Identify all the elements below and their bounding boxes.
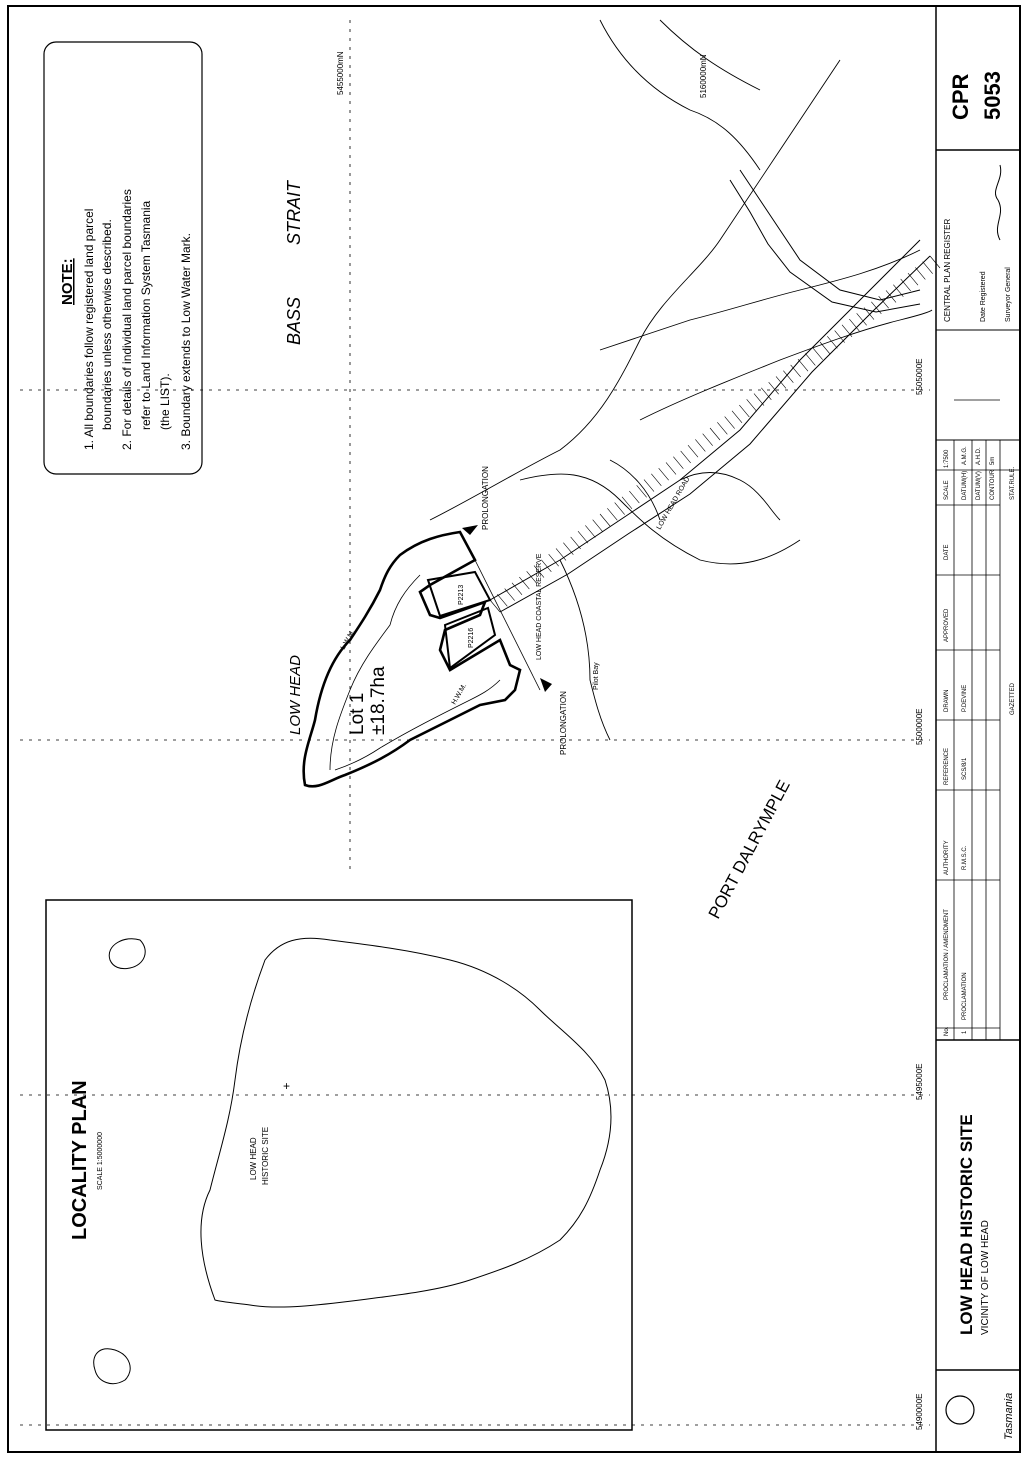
road-hatch-ticks — [490, 256, 940, 612]
table-header: PROCLAMATION / AMENDMENT — [944, 909, 950, 1000]
grid-label-east: 5495000E — [915, 1063, 924, 1100]
road-hatch-tick — [673, 457, 683, 469]
prolongation-line — [475, 560, 540, 690]
road-hatch-tick — [556, 548, 566, 560]
road-hatch-tick — [571, 537, 581, 549]
note-line: 1. All boundaries follow registered land parcel — [82, 208, 96, 450]
grid-lines — [20, 20, 930, 1425]
stat-rule: STAT.RULE. — [1010, 466, 1016, 500]
grid-label-north: 5160000mN — [699, 54, 708, 98]
table-header: No. — [944, 1026, 950, 1036]
island-outline — [109, 939, 145, 969]
gazetted: GAZETTED — [1010, 682, 1016, 715]
plan-title: LOW HEAD HISTORIC SITE — [957, 1114, 976, 1335]
register-heading: CENTRAL PLAN REGISTER — [943, 218, 952, 322]
grid-label-east: 5500000E — [915, 708, 924, 745]
sea-label-bass: BASS — [284, 296, 304, 345]
parcel-label: P2216 — [468, 627, 475, 648]
road-hatch-tick — [732, 411, 742, 423]
tasmania-outline — [201, 938, 611, 1307]
date-registered-label: Date Registered — [980, 271, 987, 322]
surveyor-general-label: Surveyor General — [1005, 267, 1012, 322]
datum-v-value: A.H.D. — [976, 447, 982, 465]
contour-value: 5m — [990, 456, 996, 465]
grid-label-north: 5455000mN — [336, 51, 345, 95]
prolongation-label: PROLONGATION — [481, 466, 490, 530]
signature — [995, 165, 1000, 240]
lot-area: ±18.7ha — [368, 666, 389, 735]
road-hatch-tick — [747, 399, 757, 411]
locality-site-label: HISTORIC SITE — [261, 1126, 270, 1185]
scale-value: 1:7500 — [944, 449, 950, 468]
lot-name: Lot 1 — [347, 692, 368, 735]
road-hatch-tick — [593, 520, 603, 532]
road-hatch-tick — [666, 462, 676, 474]
road-hatch-tick — [798, 359, 808, 371]
road-hatch-tick — [505, 589, 515, 601]
road-hatch-tick — [563, 543, 573, 555]
road-hatch-tick — [842, 325, 852, 337]
row-reference: SCS/8/1 — [962, 757, 968, 780]
table-header: AUTHORITY — [944, 840, 950, 875]
row-authority: R.M.S.C. — [962, 845, 968, 870]
road-hatch-tick — [490, 600, 500, 612]
road-hatch-tick — [725, 417, 735, 429]
row-no: 1 — [962, 1030, 968, 1034]
lot-boundary — [304, 532, 520, 786]
road-hatch-tick — [754, 394, 764, 406]
road-hatch-tick — [549, 554, 559, 566]
road-hatch-tick — [585, 525, 595, 537]
plan-subtitle: VICINITY OF LOW HEAD — [980, 1220, 991, 1335]
road-hatch-tick — [651, 474, 661, 486]
coastal-reserve-label: LOW HEAD COASTAL RESERVE — [536, 553, 543, 660]
note-line: boundaries unless otherwise described. — [100, 219, 114, 430]
row-drawn: P.DEVINE — [962, 684, 968, 712]
road-hatch-tick — [710, 428, 720, 440]
place-label-pilot: Pilot Bay — [593, 662, 600, 690]
locality-scale: SCALE 1:5000000 — [97, 1132, 104, 1190]
road-hatch-tick — [497, 594, 507, 606]
road-hatch-tick — [681, 451, 691, 463]
road-hatch-tick — [688, 445, 698, 457]
coastline — [430, 20, 932, 740]
note-line: 3. Boundary extends to Low Water Mark. — [179, 233, 193, 450]
island-outline — [94, 1349, 131, 1384]
table-header: REFERENCE — [944, 747, 950, 785]
road-hatch-tick — [695, 439, 705, 451]
plan-code: CPR — [948, 73, 973, 120]
table-header: SCALE — [944, 480, 950, 500]
plan-number: 5053 — [980, 71, 1005, 120]
contour-label: CONTOUR — [990, 469, 996, 500]
locality-inset-frame — [46, 900, 632, 1430]
road-hatch-tick — [813, 348, 823, 360]
tasmania-logo-text: Tasmania — [1003, 1392, 1015, 1440]
table-header: DATE — [944, 544, 950, 560]
road-hatch-tick — [615, 503, 625, 515]
road-hatch-tick — [915, 267, 925, 279]
datum-h-label: DATUM(H) — [962, 470, 968, 500]
note-line: refer to Land Information System Tasmania — [139, 200, 153, 430]
road-hatch-tick — [835, 331, 845, 343]
sea-label-strait: STRAIT — [284, 180, 304, 245]
table-header: DRAWN — [944, 689, 950, 712]
prolongation-arrow — [462, 525, 478, 535]
road-hatching — [490, 170, 930, 612]
road-hatch-tick — [791, 365, 801, 377]
site-marker: + — [283, 1079, 291, 1093]
tasmania-logo — [946, 1396, 974, 1424]
prolongation-arrow — [540, 678, 552, 692]
note-line: 2. For details of individual land parcel boundaries — [120, 189, 134, 450]
parcel-label: P2213 — [458, 584, 465, 605]
road-hatch-tick — [923, 262, 933, 274]
road-hatch-tick — [930, 256, 940, 268]
road-hatch-tick — [644, 480, 654, 492]
datum-v-label: DATUM(V) — [976, 471, 982, 500]
prolongation-label: PROLONGATION — [559, 691, 568, 755]
row-proclamation: PROCLAMATION — [962, 972, 968, 1020]
grid-label-east: 5505000E — [915, 358, 924, 395]
road-hatch-tick — [901, 279, 911, 291]
road-hatch-tick — [659, 468, 669, 480]
road-hatch-tick — [607, 508, 617, 520]
road-hatch-tick — [805, 353, 815, 365]
road-hatch-tick — [629, 491, 639, 503]
sheet-border — [8, 6, 1020, 1452]
hwm-label: H.W.M. — [450, 682, 469, 706]
note-heading: NOTE: — [59, 258, 76, 305]
road-hatch-tick — [717, 422, 727, 434]
place-label-low-head: LOW HEAD — [287, 654, 304, 735]
road-hatch-tick — [739, 405, 749, 417]
road-hatch-tick — [769, 382, 779, 394]
road-hatch-tick — [908, 273, 918, 285]
road-hatch-tick — [600, 514, 610, 526]
grid-label-east: 5490000E — [915, 1393, 924, 1430]
table-header: APPROVED — [944, 608, 950, 642]
place-label-port-dalrymple: PORT DALRYMPLE — [704, 776, 794, 922]
road-hatch-tick — [783, 371, 793, 383]
road-hatch-tick — [703, 434, 713, 446]
note-line: (the LIST). — [158, 373, 172, 430]
lwm-label: L.W.M. — [339, 628, 357, 651]
datum-h-value: A.M.G. — [962, 446, 968, 465]
road-label: LOW HEAD ROAD — [655, 475, 692, 531]
locality-title: LOCALITY PLAN — [69, 1080, 91, 1240]
locality-site-label: LOW HEAD — [249, 1137, 258, 1180]
road-hatch-tick — [578, 531, 588, 543]
